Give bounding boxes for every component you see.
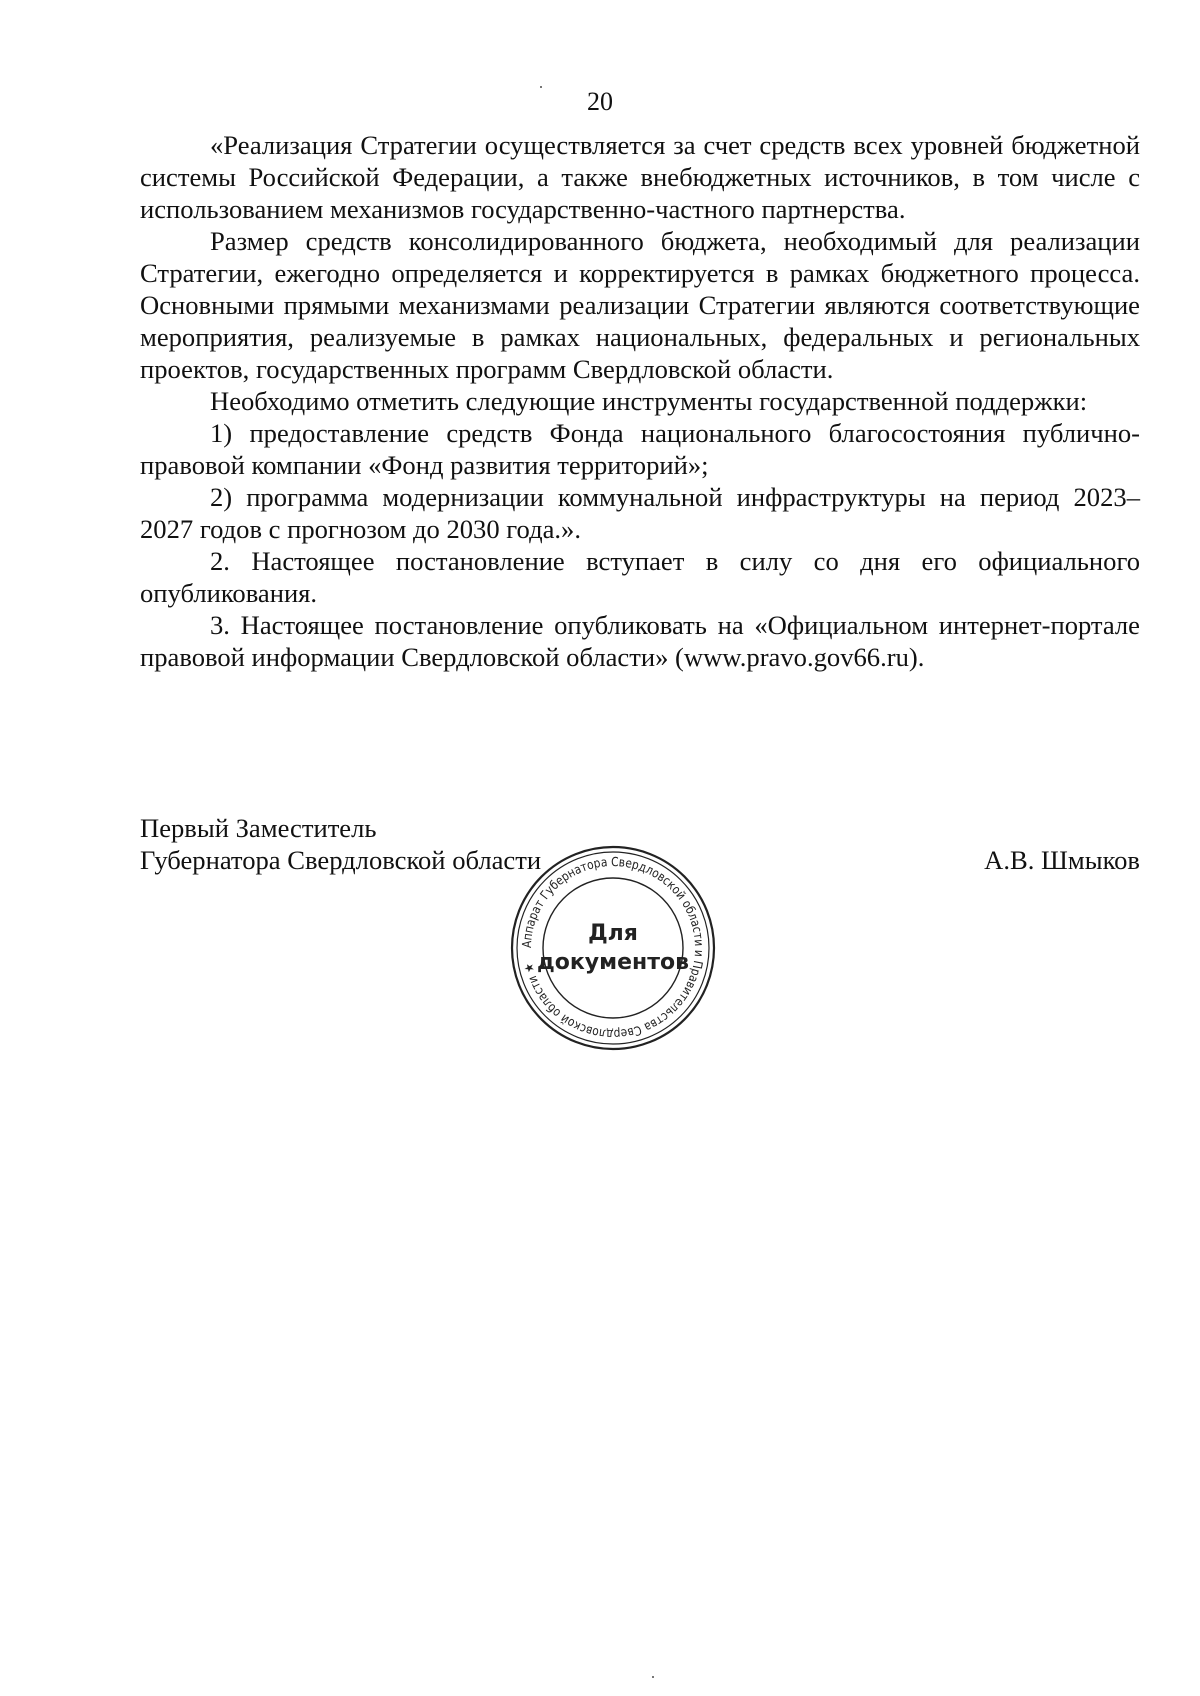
stamp-ring-text: Аппарат Губернатора Свердловской области и Правительства Свердловской области ★ (518, 853, 708, 1043)
official-stamp (508, 843, 718, 1053)
paragraph-strategy-funding: «Реализация Стратегии осуществляется за счет средств всех уровней бюджетной системы Российской Федерации, а также внебюджетных источников, в том числе с использованием механизмов государственно-частного партнерства. (140, 130, 1140, 224)
scan-speck (540, 86, 542, 88)
signatory-title-line-2: Губернатора Свердловской области (140, 845, 542, 875)
list-item-national-wealth-fund: 1) предоставление средств Фонда национального благосостояния публично-правовой компании «Фонд развития территорий»; (140, 418, 1140, 480)
clause-publication: 3. Настоящее постановление опубликовать на «Официальном интернет-портале правовой информации Свердловской области» (www.pravo.gov66.ru). (140, 610, 1140, 672)
list-item-utility-modernization: 2) программа модернизации коммунальной инфраструктуры на период 2023–2027 годов с прогнозом до 2030 года.». (140, 482, 1140, 544)
stamp-center-line-1: Для (588, 921, 638, 946)
document-body (140, 129, 1140, 673)
signatory-name: А.В. Шмыков (984, 845, 1140, 875)
signatory-title-line-1: Первый Заместитель (140, 813, 377, 843)
stamp-seal-icon (508, 843, 718, 1053)
stamp-center-line-2: документов (536, 950, 690, 975)
paragraph-budget-size: Размер средств консолидированного бюджета, необходимый для реализации Стратегии, ежегодно определяется и корректируется в рамках бюджетного процесса. Основными прямыми механизмами реализации Стратегии являются соответствующие мероприятия, реализуемые в рамках национальных, федеральных и региональных проектов, государственных программ Свердловской области. (140, 226, 1140, 384)
page-number: 20 (587, 87, 613, 116)
clause-entry-into-force: 2. Настоящее постановление вступает в силу со дня его официального опубликования. (140, 546, 1140, 608)
paragraph-support-instruments-intro: Необходимо отметить следующие инструменты государственной поддержки: (210, 386, 1088, 416)
scan-speck (652, 1676, 654, 1678)
